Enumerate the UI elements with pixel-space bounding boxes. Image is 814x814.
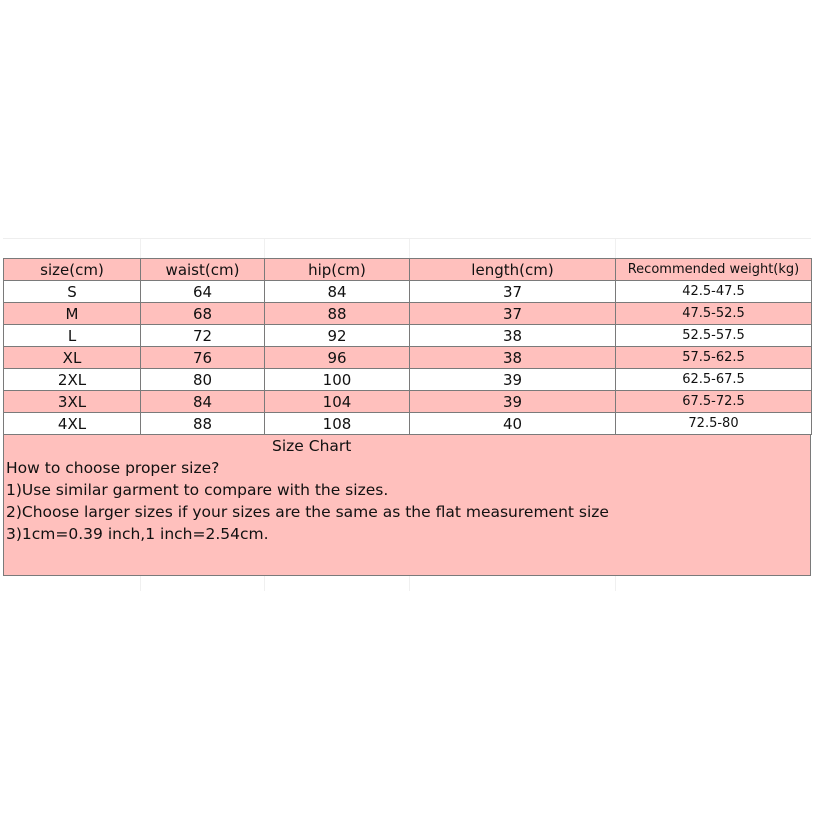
cell-weight: 62.5-67.5 — [616, 369, 812, 391]
size-chart-title: Size Chart — [272, 437, 352, 455]
note-line: 2)Choose larger sizes if your sizes are the same as the flat measurement size — [6, 503, 609, 521]
table-row — [4, 369, 812, 391]
cell-size: M — [4, 303, 141, 325]
table-header-row — [4, 259, 812, 281]
cell-waist: 80 — [141, 369, 265, 391]
note-line: How to choose proper size? — [6, 459, 220, 477]
cell-hip: 96 — [265, 347, 410, 369]
cell-hip: 84 — [265, 281, 410, 303]
cell-hip: 108 — [265, 413, 410, 435]
header-waist: waist(cm) — [141, 259, 265, 281]
cell-hip: 88 — [265, 303, 410, 325]
size-chart-sheet — [3, 258, 811, 576]
size-table — [3, 258, 812, 435]
note-line: 1)Use similar garment to compare with the sizes. — [6, 481, 389, 499]
cell-length: 38 — [410, 347, 616, 369]
cell-waist: 88 — [141, 413, 265, 435]
cell-length: 40 — [410, 413, 616, 435]
cell-waist: 68 — [141, 303, 265, 325]
cell-weight: 72.5-80 — [616, 413, 812, 435]
table-row — [4, 391, 812, 413]
cell-length: 39 — [410, 391, 616, 413]
header-recommended-weight: Recommended weight(kg) — [616, 259, 812, 281]
size-notes-box — [3, 435, 811, 576]
cell-hip: 104 — [265, 391, 410, 413]
cell-weight: 52.5-57.5 — [616, 325, 812, 347]
cell-waist: 84 — [141, 391, 265, 413]
cell-waist: 72 — [141, 325, 265, 347]
table-row — [4, 413, 812, 435]
cell-length: 37 — [410, 281, 616, 303]
cell-waist: 64 — [141, 281, 265, 303]
header-length: length(cm) — [410, 259, 616, 281]
cell-weight: 42.5-47.5 — [616, 281, 812, 303]
cell-hip: 100 — [265, 369, 410, 391]
cell-length: 39 — [410, 369, 616, 391]
cell-waist: 76 — [141, 347, 265, 369]
cell-length: 37 — [410, 303, 616, 325]
table-row — [4, 303, 812, 325]
table-row — [4, 325, 812, 347]
table-row — [4, 281, 812, 303]
cell-size: S — [4, 281, 141, 303]
cell-size: XL — [4, 347, 141, 369]
cell-hip: 92 — [265, 325, 410, 347]
cell-weight: 47.5-52.5 — [616, 303, 812, 325]
cell-length: 38 — [410, 325, 616, 347]
note-line: 3)1cm=0.39 inch,1 inch=2.54cm. — [6, 525, 269, 543]
header-size: size(cm) — [4, 259, 141, 281]
cell-weight: 67.5-72.5 — [616, 391, 812, 413]
cell-weight: 57.5-62.5 — [616, 347, 812, 369]
cell-size: 4XL — [4, 413, 141, 435]
header-hip: hip(cm) — [265, 259, 410, 281]
cell-size: L — [4, 325, 141, 347]
cell-size: 2XL — [4, 369, 141, 391]
cell-size: 3XL — [4, 391, 141, 413]
table-row — [4, 347, 812, 369]
